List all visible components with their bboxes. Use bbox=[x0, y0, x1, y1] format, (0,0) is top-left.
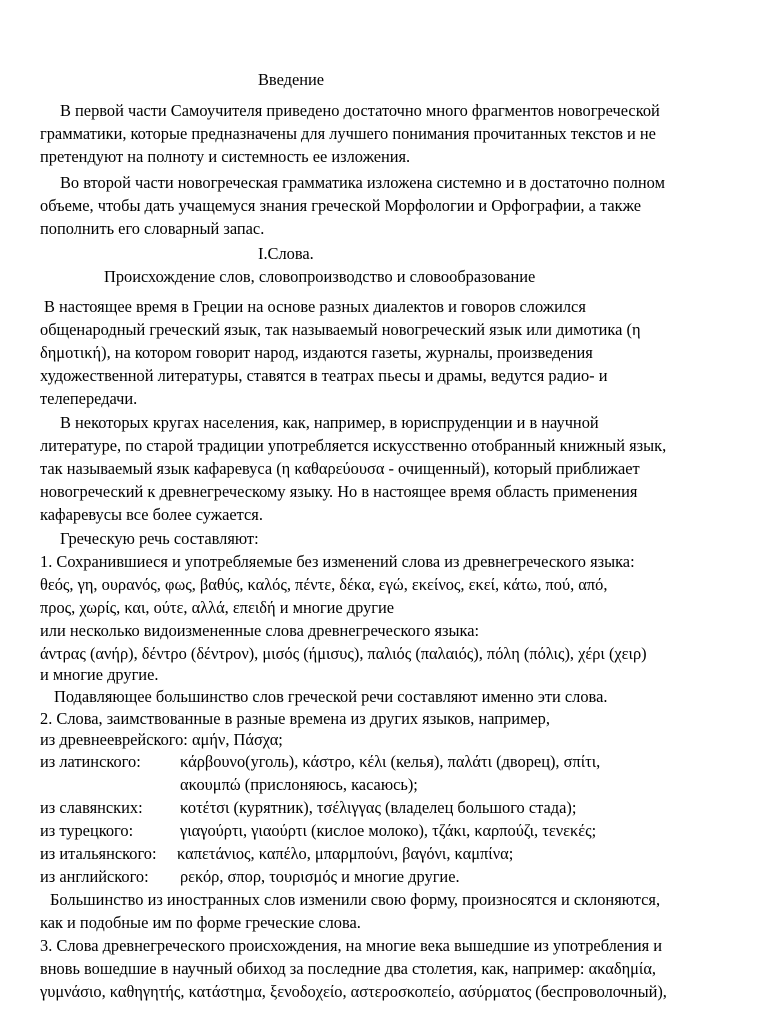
borrowed-words: ακουμπώ (прислоняюсь, касаюсь); bbox=[180, 775, 418, 794]
paragraph-line: Подавляющее большинство слов греческой речи составляют именно эти слова. bbox=[54, 687, 608, 706]
paragraph-line: литературе, по старой традиции употребляется искусственно отобранный книжный язык, bbox=[40, 436, 667, 455]
section-heading: I.Слова. bbox=[258, 244, 314, 263]
greek-words-line: θεός, γη, ουρανός, φως, βαθύς, καλός, πέντε, δέκα, εγώ, εκείνος, εκεί, κάτω, πού, από, bbox=[40, 575, 608, 594]
list-item: или несколько видоизмененные слова древнегреческого языка: bbox=[40, 621, 480, 640]
paragraph-line: В некоторых кругах населения, как, например, в юриспруденции и в научной bbox=[60, 413, 599, 432]
greek-words-line: άντρας (ανήρ), δέντρο (δέντρον), μισός (ήμισυς), παλιός (παλαιός), πόλη (πόλις), χέρι (χειρ) bbox=[40, 644, 647, 663]
paragraph-line: Греческую речь составляют: bbox=[60, 529, 259, 548]
paragraph-line: претендуют на полноту и системность ее изложения. bbox=[40, 147, 411, 166]
paragraph-line: В первой части Самоучителя приведено достаточно много фрагментов новогреческой bbox=[60, 101, 660, 120]
list-item: 3. Слова древнегреческого происхождения, на многие века вышедшие из употребления и bbox=[40, 936, 663, 955]
borrowing-row bbox=[40, 776, 418, 794]
borrowed-words: καπετάνιος, καπέλο, μπαρμπούνι, βαγόνι, καμπίνα; bbox=[177, 844, 514, 863]
section-subheading: Происхождение слов, словопроизводство и словообразование bbox=[104, 267, 536, 286]
language-label: из древнееврейского: bbox=[40, 730, 188, 749]
language-label: из турецкого: bbox=[40, 821, 134, 840]
language-label: из итальянского: bbox=[40, 844, 157, 863]
borrowing-row bbox=[40, 799, 576, 817]
paragraph-line: телепередачи. bbox=[40, 389, 138, 408]
list-item: 1. Сохранившиеся и употребляемые без изменений слова из древнегреческого языка: bbox=[40, 552, 635, 571]
borrowing-row bbox=[40, 753, 600, 771]
paragraph-line: общенародный греческий язык, так называемый новогреческий язык или димотика (η bbox=[40, 320, 641, 339]
greek-words-line: γυμνάσιο, καθηγητής, κατάστημα, ξενοδοχείο, αστεροσκοπείο, ασύρματος (беспроволочный), bbox=[40, 982, 667, 1001]
paragraph-line: Во второй части новогреческая грамматика изложена системно и в достаточно полном bbox=[60, 173, 665, 192]
borrowed-words: αμήν, Πάσχα; bbox=[191, 730, 283, 749]
greek-words-line: προς, χωρίς, και, ούτε, αλλά, επειδή и многие другие bbox=[40, 598, 395, 617]
list-item: 2. Слова, заимствованные в разные времена из других языков, например, bbox=[40, 709, 550, 728]
list-item: вновь вошедшие в научный обиход за последние два столетия, как, например: ακαδημία, bbox=[40, 959, 657, 978]
document-title: Введение bbox=[258, 70, 325, 89]
paragraph-line: кафаревусы все более сужается. bbox=[40, 505, 263, 524]
borrowing-row bbox=[40, 822, 596, 840]
language-label: из латинского: bbox=[40, 752, 141, 771]
borrowing-row bbox=[40, 845, 513, 863]
borrowing-row bbox=[40, 868, 460, 886]
paragraph-line: В настоящее время в Греции на основе разных диалектов и говоров сложился bbox=[44, 297, 586, 316]
language-label: из английского: bbox=[40, 867, 149, 886]
borrowed-words: ρεκόρ, σπορ, τουρισμός и многие другие. bbox=[180, 867, 460, 886]
paragraph-line: новогреческий к древнегреческому языку. Но в настоящее время область применения bbox=[40, 482, 638, 501]
paragraph-line: так называемый язык кафаревуса (η καθαρεύουσα - очищенный), который приближает bbox=[40, 459, 640, 478]
borrowing-row bbox=[40, 731, 283, 749]
borrowed-words: γιαγούρτι, γιαούρτι (кислое молоко), τζάκι, καρπούζι, τενεκές; bbox=[180, 821, 597, 840]
borrowed-words: κάρβουνο(уголь), κάστρο, κέλι (келья), παλάτι (дворец), σπίτι, bbox=[180, 752, 601, 771]
paragraph-line: Большинство из иностранных слов изменили свою форму, произносятся и склоняются, bbox=[50, 890, 661, 909]
paragraph-line: δημοτική), на котором говорит народ, издаются газеты, журналы, произведения bbox=[40, 343, 593, 362]
list-item: и многие другие. bbox=[40, 665, 159, 684]
paragraph-line: художественной литературы, ставятся в театрах пьесы и драмы, ведутся радио- и bbox=[40, 366, 608, 385]
language-label: из славянских: bbox=[40, 798, 143, 817]
paragraph-line: грамматики, которые предназначены для лучшего понимания прочитанных текстов и не bbox=[40, 124, 656, 143]
paragraph-line: пополнить его словарный запас. bbox=[40, 219, 265, 238]
paragraph-line: как и подобные им по форме греческие слова. bbox=[40, 913, 361, 932]
paragraph-line: объеме, чтобы дать учащемуся знания греческой Морфологии и Орфографии, а также bbox=[40, 196, 641, 215]
borrowed-words: κοτέτσι (курятник), τσέλιγγας (владелец большого стада); bbox=[180, 798, 577, 817]
